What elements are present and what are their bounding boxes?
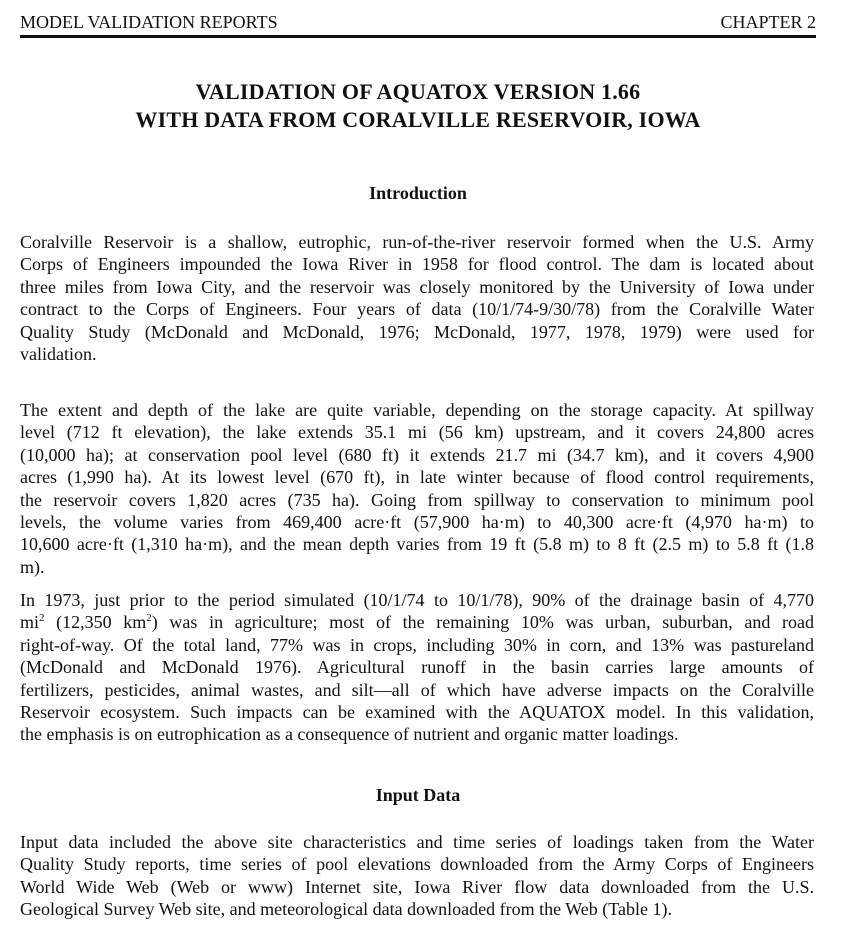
text-line-with-superscripts [20,611,814,633]
text-line: Quality Study reports, time series of pool elevations downloaded from the Army Corps of Engineers [20,854,814,875]
heading-introduction: Introduction [369,183,467,203]
text-line: The extent and depth of the lake are quite variable, depending on the storage capacity. At spillway [20,400,814,420]
text-run: (12,350 km [44,612,147,633]
text-line: levels, the volume varies from 469,400 acre·ft (57,900 ha·m) to 40,300 acre·ft (4,970 ha·m) to [20,512,814,533]
text-run: ) was in agriculture; most of the remaining 10% was urban, suburban, and road [151,612,814,633]
superscript: 2 [146,612,152,625]
paragraph-intro-1 [20,231,814,365]
text-line: World Wide Web (Web or www) Internet site, Iowa River flow data downloaded from the U.S. [20,876,814,897]
text-line: the emphasis is on eutrophication as a consequence of nutrient and organic matter loadings. [20,724,679,745]
paragraph-intro-3 [20,589,814,746]
text-line: right-of-way. Of the total land, 77% was in crops, including 30% in corn, and 13% was pastureland [20,634,814,655]
text-line: 10,600 acre·ft (1,310 ha·m), and the mean depth varies from 19 ft (5.8 m) to 8 ft (2.5 m) to 5.8 ft (1.8 [20,534,814,555]
running-header [20,6,816,38]
text-line: fertilizers, pesticides, animal wastes, and silt—all of which have adverse impacts on the Coralville [20,679,814,700]
text-line: acres (1,990 ha). At its lowest level (670 ft), in late winter because of flood control requirements, [20,467,814,488]
text-line: three miles from Iowa City, and the reservoir was closely monitored by the University of Iowa under [20,276,814,297]
paragraph-intro-2 [20,399,814,578]
superscript: 2 [39,612,45,625]
text-line: the reservoir covers 1,820 acres (735 ha). Going from spillway to conservation to minimum pool [20,489,814,510]
heading-input-data: Input Data [375,785,461,805]
text-line: (McDonald and McDonald 1976). Agricultural runoff in the basin carries large amounts of [20,657,814,678]
text-line: Corps of Engineers impounded the Iowa River in 1958 for flood control. The dam is located about [20,254,814,275]
text-line: Geological Survey Web site, and meteorological data downloaded from the Web (Table 1). [20,899,672,920]
text-line: level (712 ft elevation), the lake extends 35.1 mi (56 km) upstream, and it covers 24,800 acres [20,422,814,443]
text-line: contract to the Corps of Engineers. Four years of data (10/1/74-9/30/78) from the Coralville Water [20,299,814,320]
text-run: mi [20,612,40,633]
text-line: In 1973, just prior to the period simulated (10/1/74 to 10/1/78), 90% of the drainage basin of 4,770 [20,590,814,610]
text-line: Quality Study (McDonald and McDonald, 1976; McDonald, 1977, 1978, 1979) were used for [20,321,814,342]
paragraph-input-data [20,831,814,921]
document-title [20,78,816,134]
text-line: validation. [20,344,97,365]
header-report-series: MODEL VALIDATION REPORTS [20,12,278,32]
text-line: Coralville Reservoir is a shallow, eutrophic, run-of-the-river reservoir formed when the U.S. Army [20,232,814,252]
title-line-1: VALIDATION OF AQUATOX VERSION 1.66 [195,79,641,104]
text-line: Input data included the above site characteristics and time series of loadings taken from the Water [20,832,814,852]
text-line: m). [20,556,45,577]
text-line: (10,000 ha); at conservation pool level (680 ft) it extends 21.7 mi (34.7 km), and it covers 4,900 [20,444,814,465]
header-chapter: CHAPTER 2 [720,12,816,32]
text-line: Reservoir ecosystem. Such impacts can be examined with the AQUATOX model. In this validation, [20,702,814,723]
title-line-2: WITH DATA FROM CORALVILLE RESERVOIR, IOWA [135,107,701,132]
